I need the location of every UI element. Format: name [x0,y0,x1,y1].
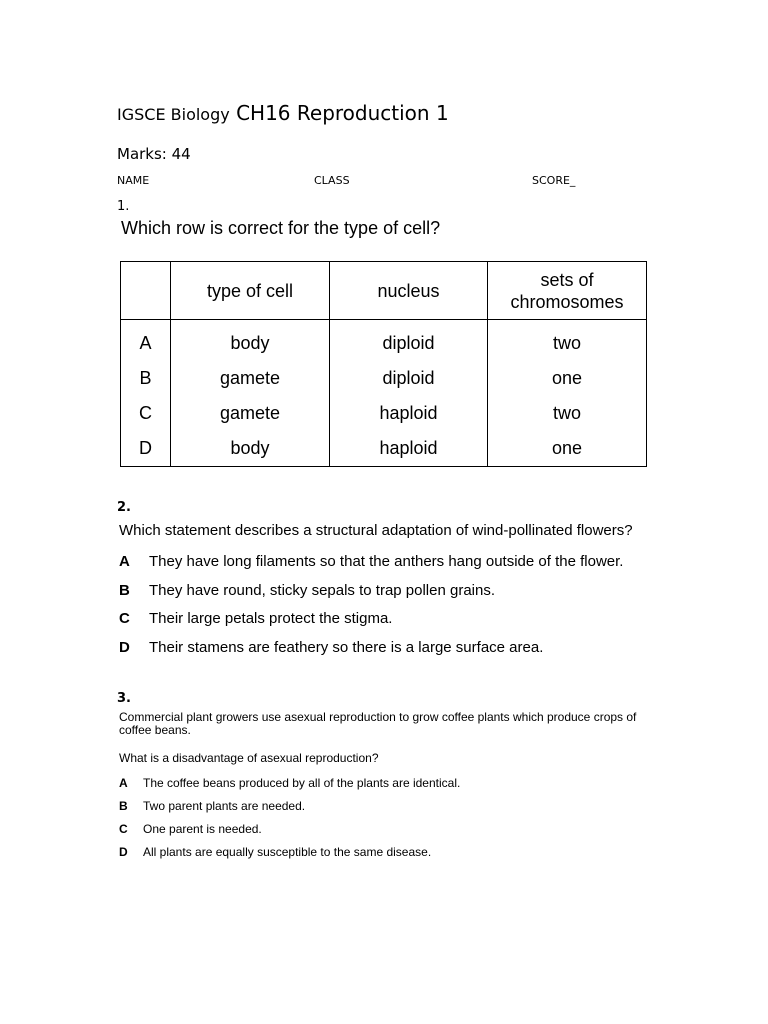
table-cell: D [121,431,171,467]
option-text: The coffee beans produced by all of the plants are identical. [143,776,461,790]
option-text: They have round, sticky sepals to trap pollen grains. [149,582,496,599]
option-letter: B [119,582,130,599]
table-header-row [121,262,647,320]
table-cell: body [171,320,330,362]
table-cell: gamete [171,361,330,396]
option-letter: A [119,553,130,570]
question-3-option [119,845,431,859]
table-cell: haploid [330,396,488,431]
table-cell: C [121,396,171,431]
table-header-cell: nucleus [330,262,488,320]
table-cell: gamete [171,396,330,431]
class-label: CLASS [314,174,350,187]
question-3-intro: Commercial plant growers use asexual reproduction to grow coffee plants which produce crops of coffee beans. [119,710,637,737]
table-cell: one [488,361,647,396]
option-letter: D [119,639,130,656]
name-label: NAME [117,174,150,187]
cell-type-table [120,261,647,467]
question-2-option [119,582,495,599]
option-letter: D [119,845,128,859]
option-letter: C [119,822,128,836]
option-letter: C [119,610,130,627]
table-cell: two [488,320,647,362]
option-text: Their stamens are feathery so there is a large surface area. [149,639,544,656]
table-cell: haploid [330,431,488,467]
question-2-option [119,553,623,570]
question-1-number: 1. [117,199,130,214]
table-row [121,320,647,362]
question-2-number: 2. [117,500,131,515]
option-text: Two parent plants are needed. [143,799,306,813]
table-row [121,361,647,396]
table-cell: diploid [330,361,488,396]
question-2-text: Which statement describes a structural adaptation of wind-pollinated flowers? [119,522,633,539]
title-subject: IGSCE Biology [117,105,230,124]
marks-total: Marks: 44 [117,145,191,163]
question-3-option [119,822,262,836]
question-2-option [119,610,392,627]
title-chapter: CH16 Reproduction 1 [236,101,449,125]
table-header-cell: type of cell [171,262,330,320]
table-row [121,396,647,431]
question-3-option [119,799,305,813]
table-cell: two [488,396,647,431]
table-cell: diploid [330,320,488,362]
table-cell: body [171,431,330,467]
option-text: One parent is needed. [143,822,262,836]
table-row [121,431,647,467]
option-text: They have long filaments so that the anthers hang outside of the flower. [149,553,624,570]
worksheet-title [117,101,449,125]
table-header-cell [121,262,171,320]
table-header-cell: sets of chromosomes [488,262,647,320]
option-letter: B [119,799,128,813]
table-cell: B [121,361,171,396]
option-text: All plants are equally susceptible to the same disease. [143,845,432,859]
option-text: Their large petals protect the stigma. [149,610,393,627]
question-3-option [119,776,460,790]
question-3-text: What is a disadvantage of asexual reproduction? [119,751,379,765]
question-3-number: 3. [117,691,131,706]
question-2-option [119,639,543,656]
question-1-text: Which row is correct for the type of cell? [121,218,441,238]
table-cell: A [121,320,171,362]
option-letter: A [119,776,128,790]
table-cell: one [488,431,647,467]
score-label: SCORE_ [532,174,576,187]
